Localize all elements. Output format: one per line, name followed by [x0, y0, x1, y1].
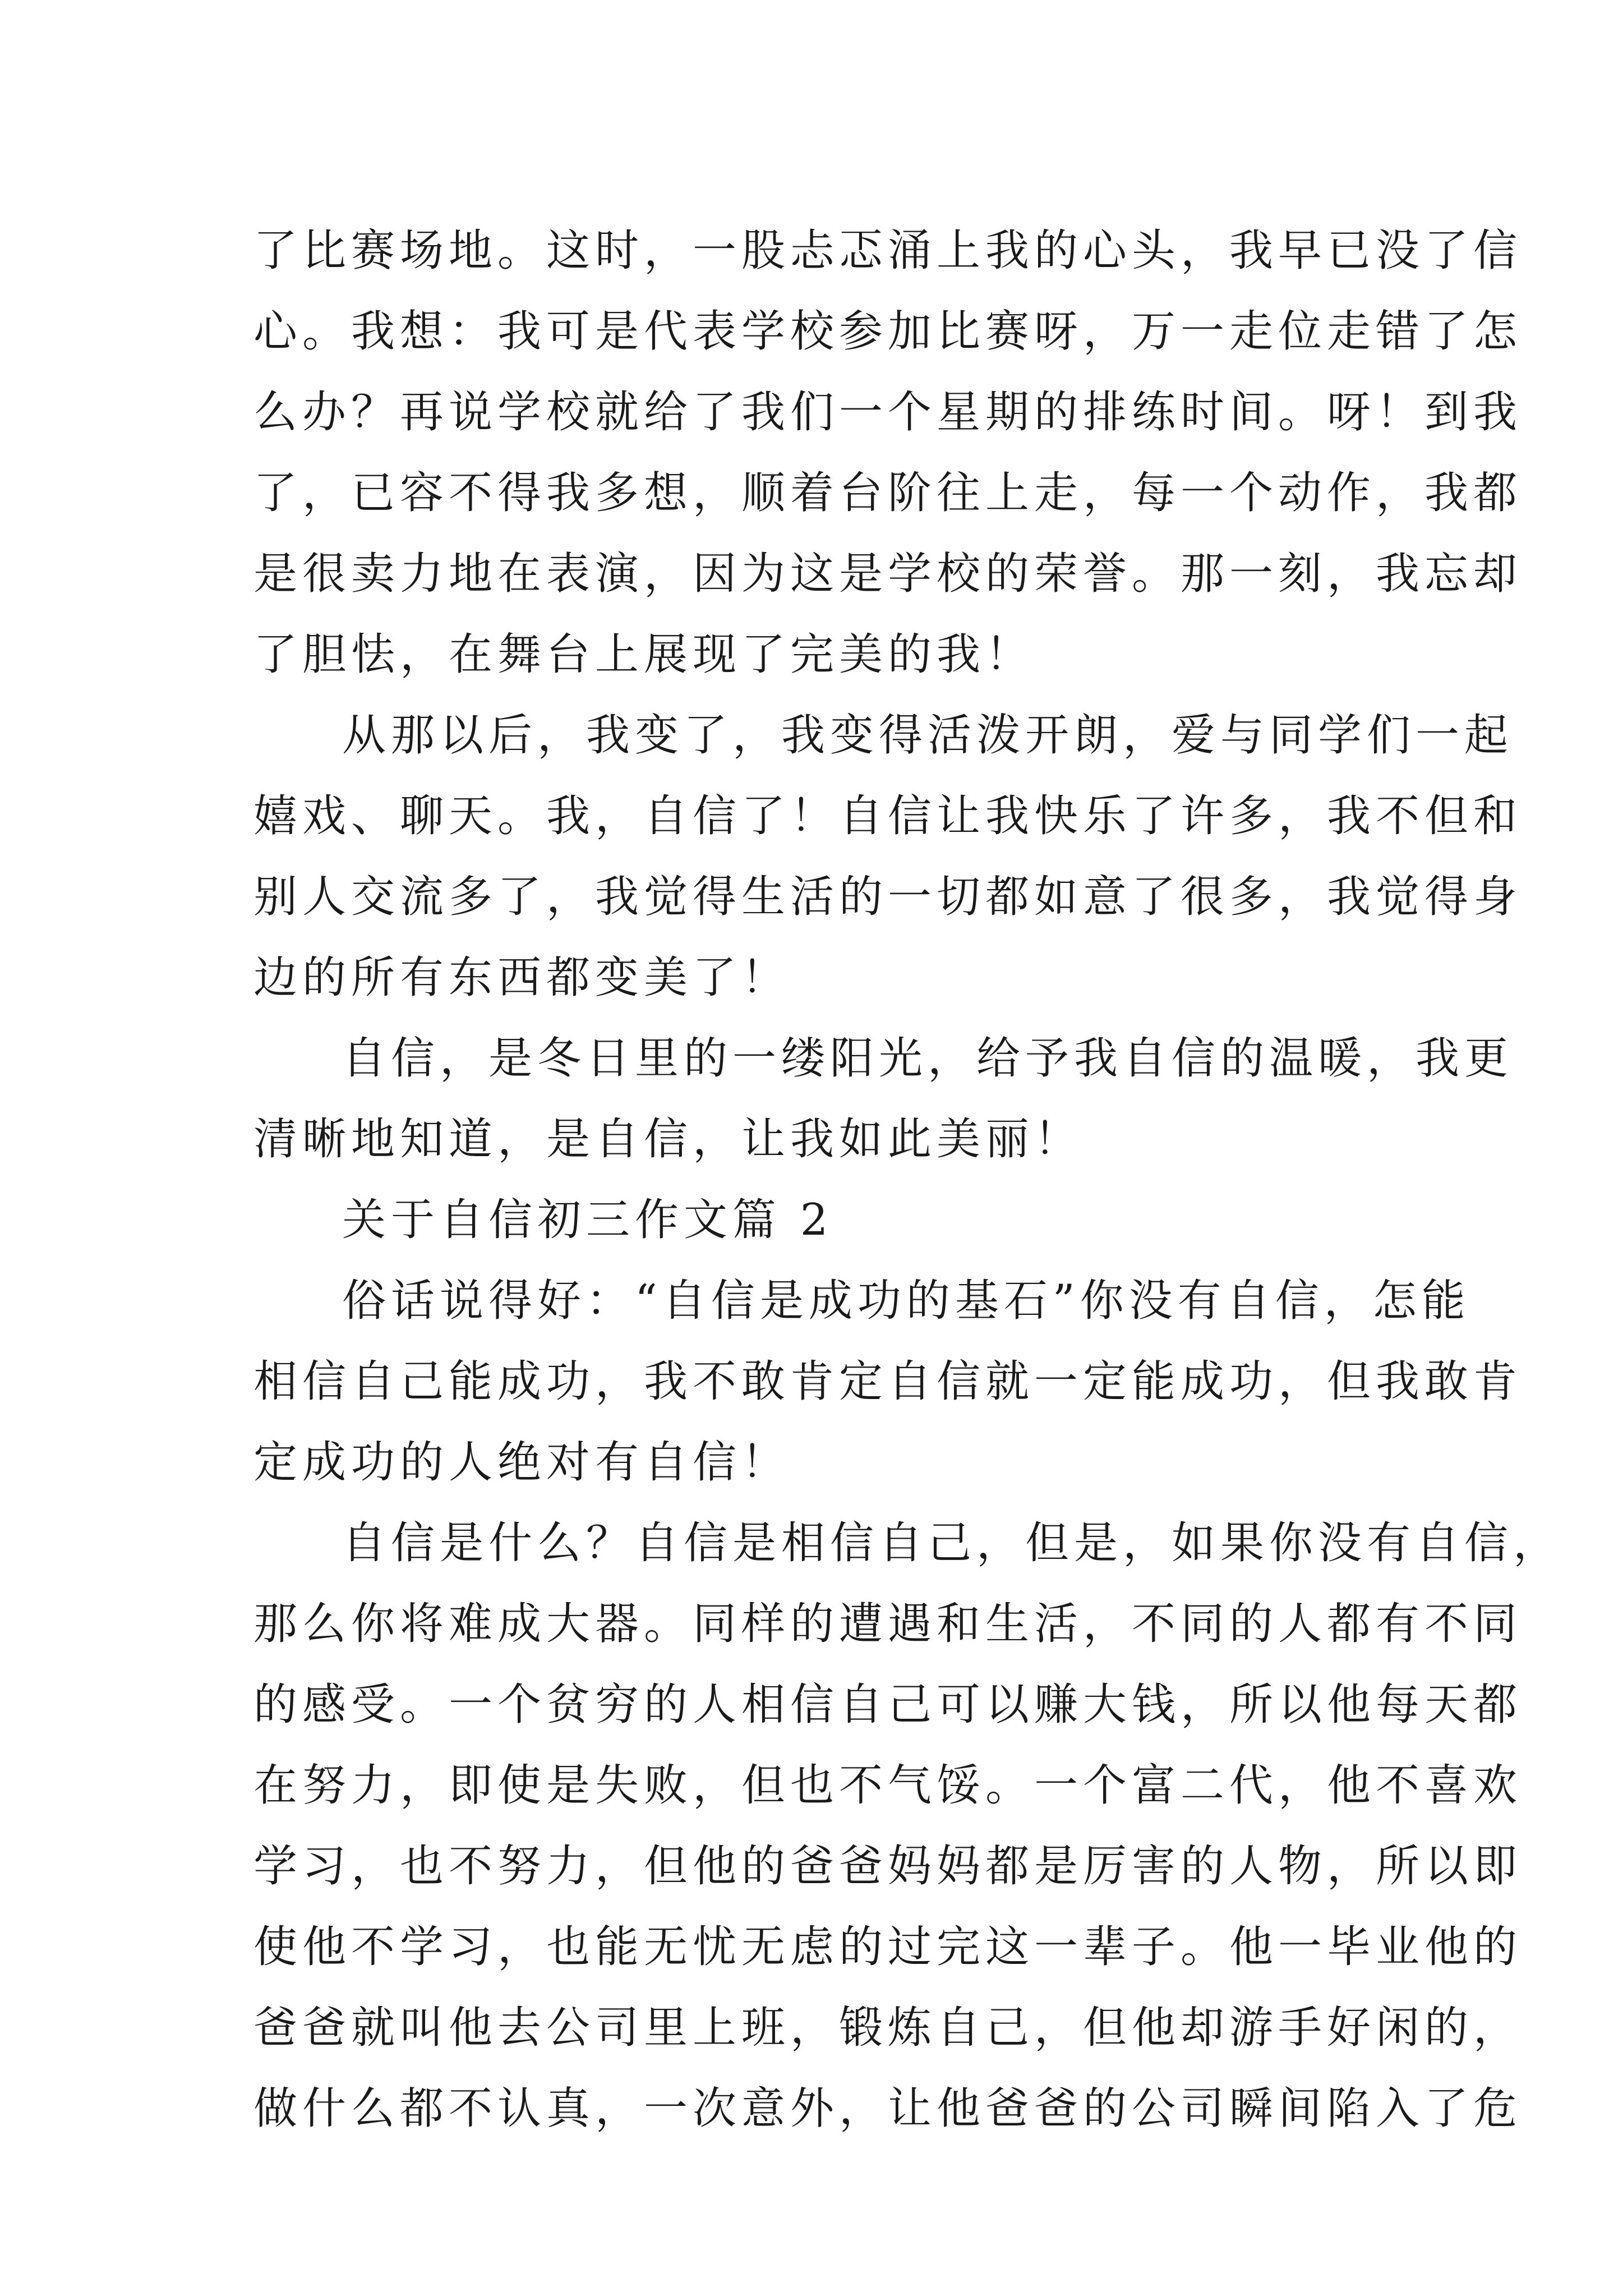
paragraph-first-line: 从那以后，我变了，我变得活泼开朗，爱与同学们一起 [342, 710, 1514, 761]
text-line: 嬉戏、聊天。我，自信了！自信让我快乐了许多，我不但和 [253, 791, 1523, 841]
text-line: 在努力，即使是失败，但也不气馁。一个富二代，他不喜欢 [253, 1760, 1523, 1811]
text-line: 么办？再说学校就给了我们一个星期的排练时间。呀！到我 [253, 387, 1523, 438]
paragraph-first-line: 俗话说得好：“自信是成功的基石”你没有自信，怎能 [342, 1276, 1470, 1326]
text-line: 学习，也不努力，但他的爸爸妈妈都是厉害的人物，所以即 [253, 1841, 1523, 1892]
paragraph-first-line: 自信，是冬日里的一缕阳光，给予我自信的温暖，我更 [342, 1033, 1514, 1084]
paragraph-first-line: 自信是什么？自信是相信自己，但是，如果你没有自信， [342, 1518, 1562, 1568]
text-line: 是很卖力地在表演，因为这是学校的荣誉。那一刻，我忘却 [253, 549, 1523, 599]
text-line: 了，已容不得我多想，顺着台阶往上走，每一个动作，我都 [253, 468, 1523, 518]
text-line: 边的所有东西都变美了！ [253, 953, 791, 1003]
text-line: 定成功的人绝对有自信！ [253, 1437, 791, 1488]
text-line: 使他不学习，也能无忧无虑的过完这一辈子。他一毕业他的 [253, 1922, 1523, 1972]
text-line: 了胆怯，在舞台上展现了完美的我！ [253, 629, 1035, 680]
text-line: 爸爸就叫他去公司里上班，锻炼自己，但他却游手好闲的， [253, 2003, 1523, 2053]
text-line: 的感受。一个贫穷的人相信自己可以赚大钱，所以他每天都 [253, 1680, 1523, 1730]
text-line: 清晰地知道，是自信，让我如此美丽！ [253, 1114, 1083, 1165]
text-line: 那么你将难成大器。同样的遭遇和生活，不同的人都有不同 [253, 1599, 1523, 1649]
text-line: 做什么都不认真，一次意外，让他爸爸的公司瞬间陷入了危 [253, 2083, 1523, 2134]
text-line: 相信自己能成功，我不敢肯定自信就一定能成功，但我敢肯 [253, 1356, 1523, 1407]
section-heading: 关于自信初三作文篇 2 [342, 1195, 833, 1245]
text-line: 别人交流多了，我觉得生活的一切都如意了很多，我觉得身 [253, 872, 1523, 922]
essay-body [253, 210, 1562, 2149]
text-line: 了比赛场地。这时，一股忐忑涌上我的心头，我早已没了信 [253, 226, 1523, 276]
text-line: 心。我想：我可是代表学校参加比赛呀，万一走位走错了怎 [253, 306, 1523, 357]
